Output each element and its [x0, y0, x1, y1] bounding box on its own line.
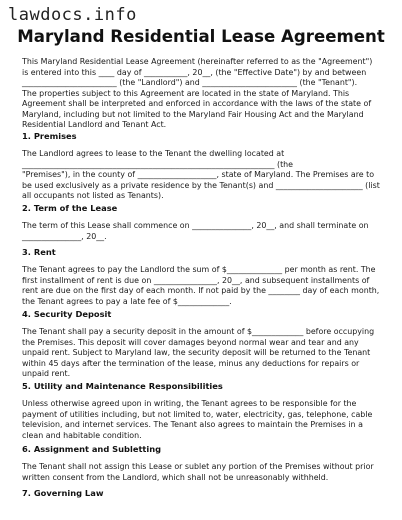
section-line: all occupants not listed as Tenants). [22, 191, 164, 200]
section-line: The term of this Lease shall commence on _______________, 20__, and shall terminate on [22, 221, 369, 230]
section-line: rent are due on the first day of each month. If not paid by the ________ day of each month, [22, 286, 380, 295]
section-line: The Landlord agrees to lease to the Tenant the dwelling located at [22, 149, 285, 158]
section-line: written consent from the Landlord, which shall not be unreasonably withheld. [22, 472, 329, 482]
section-heading-premises: 1. Premises [22, 131, 77, 141]
section-body-security-deposit [22, 327, 384, 380]
intro-line: Maryland, including but not limited to the Maryland Fair Housing Act and the Maryland [22, 109, 364, 119]
section-body-premises [22, 149, 384, 202]
section-line: _______________, 20__. [22, 231, 107, 241]
section-body-rent [22, 265, 384, 307]
section-body-utilities [22, 399, 384, 441]
section-heading-utilities: 5. Utility and Maintenance Responsibilities [22, 381, 223, 391]
section-heading-assignment: 6. Assignment and Subletting [22, 444, 162, 454]
section-line: television, and internet services. The Tenant also agrees to maintain the Premises in a [22, 420, 363, 429]
document-title: Maryland Residential Lease Agreement [17, 27, 385, 46]
section-heading-term: 2. Term of the Lease [22, 203, 118, 213]
section-line: Unless otherwise agreed upon in writing, the Tenant agrees to be responsible for the [22, 399, 357, 408]
section-line: unpaid rent. Subject to Maryland law, the security deposit will be returned to the Tenant [22, 348, 371, 357]
intro-line: ________________________ (the "Landlord") and ________________________ (the "Tenant"). [22, 78, 358, 87]
section-line: within 45 days after the termination of the lease, minus any deductions for repairs or [22, 358, 360, 368]
section-line: The Tenant shall pay a security deposit in the amount of $_____________ before occupying [22, 327, 375, 336]
section-line: The Tenant agrees to pay the Landlord the sum of $______________ per month as rent. The [22, 265, 376, 274]
section-body-term [22, 221, 384, 242]
intro-line: The properties subject to this Agreement are located in the state of Maryland. This [22, 88, 350, 98]
intro-paragraph [22, 57, 384, 131]
section-line: clean and habitable condition. [22, 430, 142, 440]
section-line: "Premises"), in the county of ____________________, state of Maryland. The Premises are to [22, 170, 375, 179]
site-logo[interactable]: lawdocs.info [8, 5, 137, 25]
section-body-assignment [22, 462, 384, 483]
intro-line: Residential Landlord and Tenant Act. [22, 120, 167, 129]
section-line: the Tenant agrees to pay a late fee of $_____________. [22, 296, 232, 306]
intro-line: This Maryland Residential Lease Agreement (hereinafter referred to as the "Agreement") [22, 57, 373, 66]
section-line: payment of utilities including, but not limited to, water, electricity, gas, telephone, cable [22, 409, 373, 419]
section-heading-security-deposit: 4. Security Deposit [22, 309, 112, 319]
section-line: the Premises. This deposit will cover damages beyond normal wear and tear and any [22, 337, 359, 347]
section-line: ________________________________________________________________ (the [22, 159, 294, 169]
intro-line: is entered into this ____ day of ___________, 20__, (the "Effective Date") by and between [22, 67, 367, 77]
intro-line: Agreement shall be interpreted and enforced in accordance with the laws of the state of [22, 99, 372, 108]
section-heading-rent: 3. Rent [22, 247, 56, 257]
section-heading-governing-law: 7. Governing Law [22, 488, 104, 498]
section-line: first installment of rent is due on ________________, 20__, and subsequent installments of [22, 275, 370, 285]
section-line: The Tenant shall not assign this Lease or sublet any portion of the Premises without prior [22, 462, 374, 471]
section-line: unpaid rent. [22, 369, 71, 378]
section-line: be used exclusively as a private residence by the Tenant(s) and ______________________ (list [22, 180, 380, 190]
